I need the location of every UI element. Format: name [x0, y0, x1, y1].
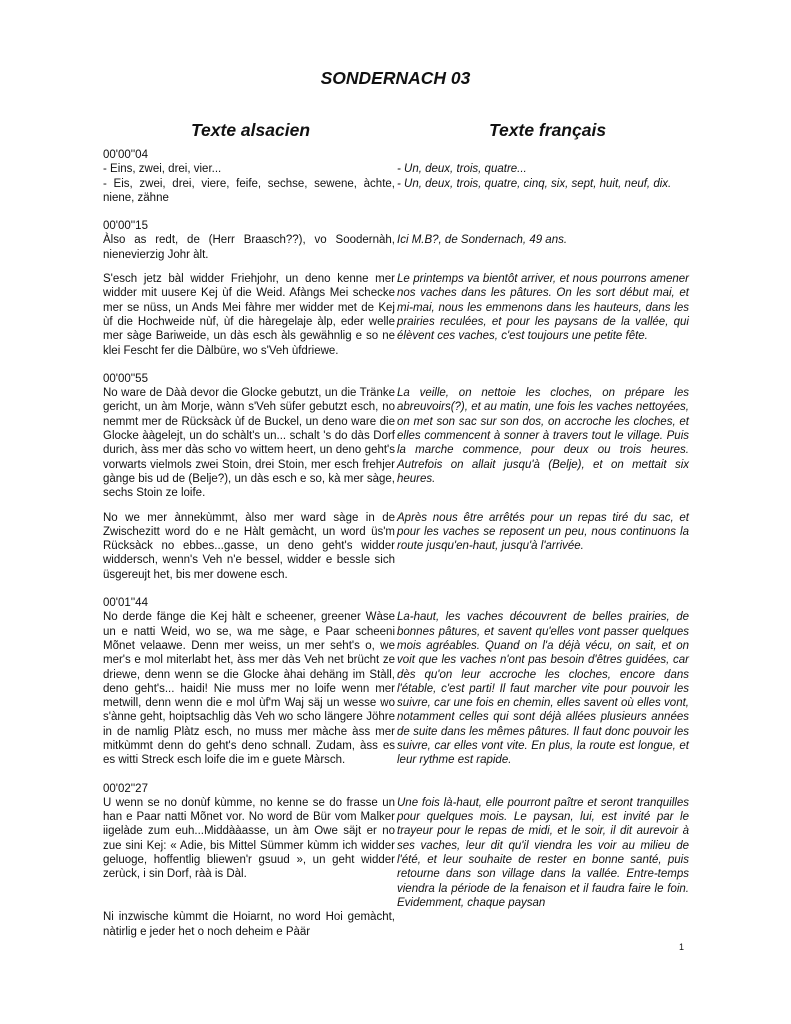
- column-heading-alsatian: Texte alsacien: [191, 120, 311, 140]
- paragraph-pair: [103, 610, 689, 767]
- transcript-body: [103, 148, 689, 953]
- alsatian-text: No derde fänge die Kej hàlt e scheener, greener Wàse un e natti Weid, wo se, wa me sàge, e Paar scheeni Mõnet velaawe. Denn mer weiss, un mer seht's o, we mer's e mol miterlabt het, àss mer dàs Veh net brücht ze driewe, denn wenn se die Glocke àhai dehäng im Stàll, deno geht's... haidi! Nie muss mer no loife wenn mer metwill, denn wenn die e mol ùf'm Waj säj un wesse wo s'ànne geht, hoiptsachlig dàs Veh wo scho längere Jöhre in de namlig Plàtz esch, no muss mer màche àss mer mitkùmmt denn do geht's deno schnall. Zudam, àss es es witti Streck esch loife die im e guete Màrsch.: [103, 611, 395, 767]
- timecode: 00'00''04: [103, 149, 148, 161]
- transcript-segment: [103, 372, 689, 582]
- paragraph-pair: [103, 386, 689, 500]
- paragraph-pair: [103, 177, 689, 206]
- alsatian-text: - Eis, zwei, drei, viere, feife, sechse, sewene, àchte, niene, zähne: [103, 177, 395, 204]
- alsatian-text: - Eins, zwei, drei, vier...: [103, 163, 222, 176]
- alsatian-text: U wenn se no donùf kùmme, no kenne se do frasse un han e Paar natti Mõnet vor. No word de Bür vom Malker iigelàde zum euh...Middààasse, un àm Owe säjt er no zue sini Kej: « Adie, bis Mittel Sümmer kùmm ich widder geluoge, hoffentlig bliewen'r gsuud », un geht widder zerùck, i sin Dorf, ràà is Dàl.: [103, 796, 395, 881]
- column-heading-french: Texte français: [489, 120, 607, 140]
- french-text: La veille, on nettoie les cloches, on prépare les abreuvoirs(?), et au matin, une fois les vaches nettoyées, on met son sac sur son dos, on accroche les cloches, et elles commencent à sonner à travers tout le village. Puis la marche commence, pour deux ou trois heures. Autrefois on allait jusqu'à (Belje), et on mettait six heures.: [397, 387, 689, 485]
- page-number: 1: [679, 942, 685, 952]
- timecode: 00'01''44: [103, 597, 148, 610]
- document-title: SONDERNACH 03: [320, 68, 471, 88]
- transcript-segment: [103, 596, 689, 768]
- paragraph-pair: [103, 910, 689, 939]
- paragraph-pair: [103, 511, 689, 582]
- french-text: Après nous être arrêtés pour un repas tiré du sac, et pour les vaches se reposent un peu, nous continuons la route jusqu'en-haut, jusqu'à l'arrivée.: [397, 511, 689, 553]
- paragraph-pair: [103, 272, 689, 358]
- timecode: 00'02''27: [103, 782, 148, 795]
- french-text: Ici M.B?, de Sondernach, 49 ans.: [397, 234, 568, 247]
- alsatian-text: No we mer ànnekùmmt, àlso mer ward sàge in de Zwischezitt word do e ne Hàlt gemàcht, un word üs'm Rücksàck no ebbes...gasse, un deno geht's widder widdersch, wenn's Veh n'e bessel, widder e bessle sich üsgereujt het, bis mer dowene esch.: [103, 511, 395, 581]
- alsatian-text: Ni inzwische kùmmt die Hoiarnt, no word Hoi gemàcht, nàtirlig e jeder het o noch deheim e Pàär: [103, 911, 395, 938]
- paragraph-pair: [103, 796, 689, 910]
- paragraph-pair: [103, 233, 689, 262]
- alsatian-text: Àlso as redt, de (Herr Braasch??), vo Soodernàh, nienevierzig Johr àlt.: [103, 234, 395, 261]
- french-text: La-haut, les vaches découvrent de belles prairies, de bonnes pâtures, et savent qu'elles vont passer quelques mois agréables. Quand on l'a déjà vécu, on sait, et on voit que les vaches n'ont pas besoin d'êtres guidées, car dès qu'on leur accroche les cloches, encore dans l'étable, c'est parti! Il faut marcher vite pour pouvoir les suivre, car une fois en chemin, elles savent où elles vont, notamment celles qui sont déjà allées plusieurs années de suite dans les mêmes pâtures. Il faut donc pouvoir les suivre, car elles vont vite. En plus, la route est longue, et leur rythme est rapide.: [397, 611, 689, 767]
- alsatian-text: No ware de Dàà devor die Glocke gebutzt, un die Tränke gericht, un àm Morje, wànn s'Veh süfer gebutzt esch, no nemmt mer de Rücksàck ùf de Buckel, un deno ware die Glocke ààgelejt, un do schàlt's un... schalt 's do dàs Dorf durich, àss mer dàs scho vo wittem heert, un deno geht's vorwarts vielmols zwei Stoin, drei Stoin, mer esch frehjer gànge bis ud de (Belje?), un dàs esch e so, kà mer sàge, sechs Stoin ze loife.: [103, 387, 395, 500]
- timecode: 00'00''55: [103, 372, 148, 385]
- french-text: [397, 910, 689, 939]
- french-text: - Un, deux, trois, quatre, cinq, six, sept, huit, neuf, dix.: [397, 177, 672, 190]
- french-text: Une fois là-haut, elle pourront paître et seront tranquilles pour quelques mois. Le paysan, lui, est invité par le trayeur pour le repas de midi, et le soir, il dit aurevoir à ses vaches, leur dit qu'il viendra les voir au milieu de l'été, et leur souhaite de rester en bonne santé, puis retourne dans son village dans la vallée. Entre-temps viendra la période de la fenaison et il faudra faire le foin. Evidemment, chaque paysan: [397, 796, 689, 909]
- alsatian-text: S'esch jetz bàl widder Friehjohr, un deno kenne mer widder mit uusere Kej ùf die Weid. Afàngs Mei schecke mer se nüss, un Ands Mei fàhre mer widder met de Kej ùf die Hochweide nùf, ùf die hàregelaje àlp, eder welle mer sàge Bariweide, un dàs esch àls gewähnlig e so ne klei Fescht fer die Dàlbüre, wo s'Veh ùfdriewe.: [103, 273, 395, 357]
- timecode: 00'00''15: [103, 220, 148, 233]
- french-text: - Un, deux, trois, quatre...: [397, 163, 527, 176]
- paragraph-pair: [103, 162, 689, 176]
- transcript-segment: [103, 782, 689, 939]
- transcript-segment: [103, 148, 689, 205]
- french-text: Le printemps va bientôt arriver, et nous pourrons amener nos vaches dans les pâtures. On les sort début mai, et mi-mai, nous les emmenons dans les hauteurs, dans les prairies reculées, et pour les paysans de la vallée, qui élèvent ces vaches, c'est toujours une petite fête.: [397, 273, 689, 343]
- transcript-segment: [103, 219, 689, 358]
